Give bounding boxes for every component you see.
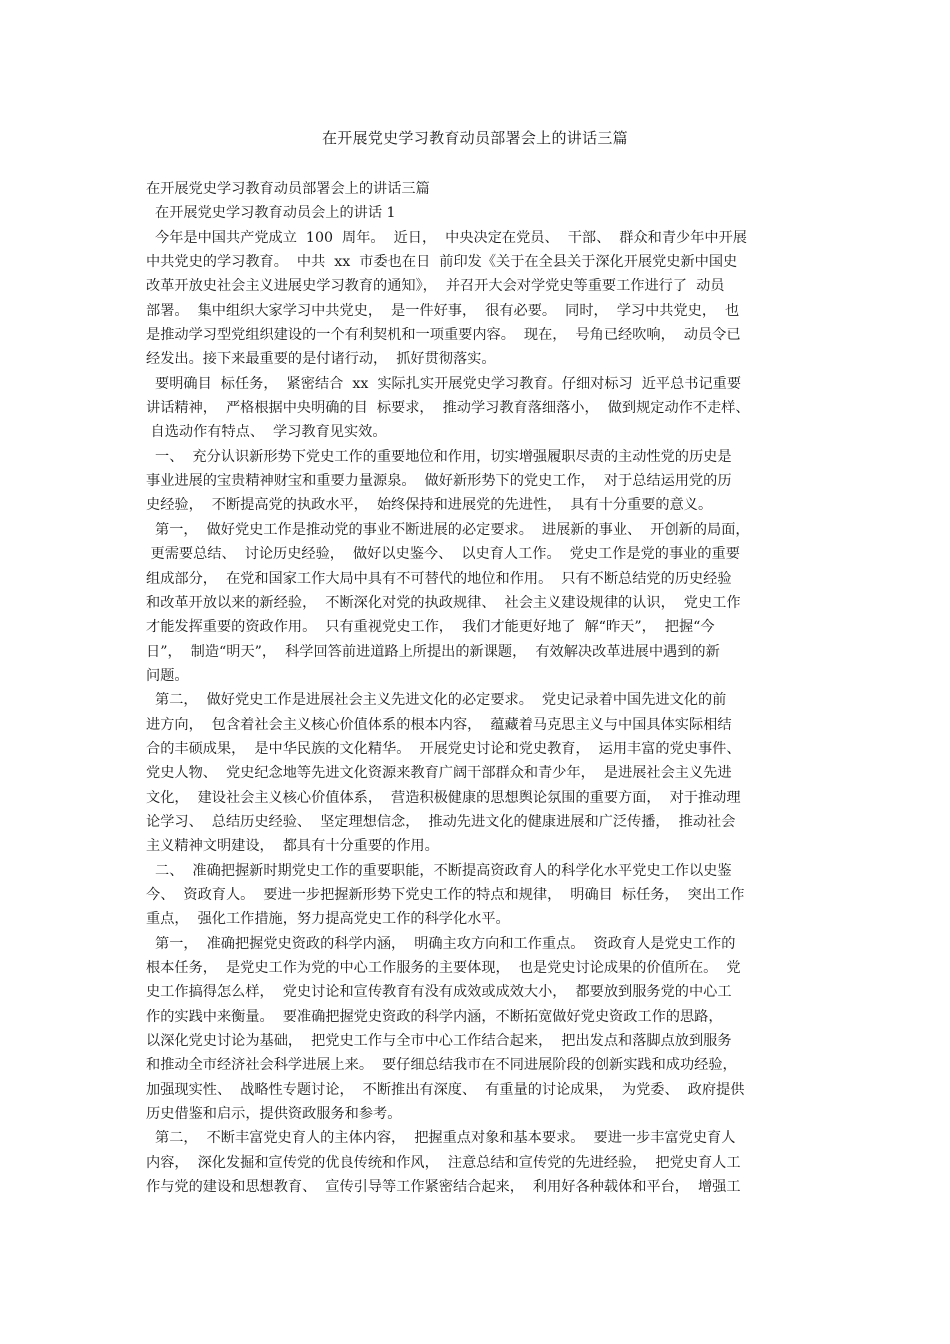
text-line: 以深化党史讨论为基础， 把党史工作与全市中心工作结合起来， 把出发点和落脚点放到服务 [146,1033,732,1050]
text-line: 是推动学习型党组织建设的一个有利契机和一项重要内容。 现在， 号角已经吹响， 动员令已 [146,327,741,344]
text-line: 问题。 [146,667,189,684]
text-line: 自选动作有特点、 学习教育见实效。 [146,424,387,441]
text-line: 作与党的建设和思想教育、 宣传引导等工作紧密结合起来， 利用好各种载体和平台， 增强工 [146,1179,741,1196]
text-line: 才能发挥重要的资政作用。 只有重视党史工作， 我们才能更好地了 解“昨天”， 把握“今 [146,619,715,636]
text-line: 在开展党史学习教育动员部署会上的讲话三篇 [146,181,430,197]
text-line: 党史人物、 党史纪念地等先进文化资源来教育广阔干部群众和青少年， 是进展社会主义先进 [146,765,732,782]
text-line: 事业进展的宝贵精神财宝和重要力量源泉。 做好新形势下的党史工作， 对于总结运用党的历 [146,473,732,490]
text-line: 改革开放史社会主义进展史学习教育的通知》， 并召开大会对学党史等重要工作进行了 动员 [146,278,725,295]
text-line: 和改革开放以来的新经验， 不断深化对党的执政规律、 社会主义建设规律的认识， 党史工作 [146,594,741,611]
text-line: 在开展党史学习教育动员会上的讲话 1 [146,205,396,222]
text-line: 中共党史的学习教育。 中共 xx 市委也在日 前印发《关于在全县关于深化开展党史新中国史 [146,254,738,271]
text-line: 历史借鉴和启示，提供资政服务和参考。 [146,1106,402,1123]
text-line: 合的丰硕成果， 是中华民族的文化精华。 开展党史讨论和党史教育， 运用丰富的党史事件、 [146,740,741,757]
text-line: 主义精神文明建设， 都具有十分重要的作用。 [146,838,439,855]
text-line: 内容， 深化发掘和宣传党的优良传统和作风， 注意总结和宣传党的先进经验， 把党史育人工 [146,1154,741,1171]
text-line: 文化， 建设社会主义核心价值体系， 营造积极健康的思想舆论氛围的重要方面， 对于推动理 [146,789,741,806]
text-line: 进方向， 包含着社会主义核心价值体系的根本内容， 蕴藏着马克思主义与中国具体实际相结 [146,716,732,733]
text-line: 根本任务， 是党史工作为党的中心工作服务的主要体现， 也是党史讨论成果的价值所在。 党 [146,960,741,976]
text-line: 和推动全市经济社会科学进展上来。 要仔细总结我市在不同进展阶段的创新实践和成功经验， [146,1057,737,1074]
text-line: 日”， 制造“明天”， 科学回答前进道路上所提出的新课题， 有效解决改革进展中遇到的新 [146,643,720,660]
text-line: 第一， 做好党史工作是推动党的事业不断进展的必定要求。 进展新的事业、 开创新的局面， [146,521,750,538]
text-line: 第二， 不断丰富党史育人的主体内容， 把握重点对象和基本要求。 要进一步丰富党史育人 [146,1130,736,1147]
text-line: 论学习、 总结历史经验、 坚定理想信念， 推动先进文化的健康进展和广泛传播， 推动社会 [146,813,736,830]
text-line: 组成部分， 在党和国家工作大局中具有不可替代的地位和作用。 只有不断总结党的历史经验 [146,570,732,587]
text-line: 第一， 准确把握党史资政的科学内涵， 明确主攻方向和工作重点。 资政育人是党史工作的 [146,935,736,952]
text-line: 一、 充分认识新形势下党史工作的重要地位和作用，切实增强履职尽责的主动性党的历史是 [146,448,732,465]
text-line: 第二， 做好党史工作是进展社会主义先进文化的必定要求。 党史记录着中国先进文化的前 [146,692,727,709]
document-body [146,177,816,1199]
text-line: 加强现实性、 战略性专题讨论， 不断推出有深度、 有重量的讨论成果， 为党委、 政府提供 [146,1081,745,1098]
text-line: 今、 资政育人。 要进一步把握新形势下党史工作的特点和规律， 明确目 标任务， 突出工作 [146,886,745,903]
text-line: 今年是中国共产党成立 100 周年。 近日， 中央决定在党员、 干部、 群众和青少年中开展 [146,229,747,246]
text-line: 经发出。接下来最重要的是付诸行动， 抓好贯彻落实。 [146,351,496,368]
text-line: 更需要总结、 讨论历史经验， 做好以史鉴今、 以史育人工作。 党史工作是党的事业的重要 [146,546,740,563]
text-line: 史工作搞得怎么样， 党史讨论和宣传教育有没有成效或成效大小， 都要放到服务党的中心工 [146,984,732,1001]
text-line: 讲话精神， 严格根据中央明确的目 标要求， 推动学习教育落细落小， 做到规定动作不走样、 [146,400,750,417]
text-line: 重点， 强化工作措施，努力提高党史工作的科学化水平。 [146,911,510,928]
text-line: 史经验， 不断提高党的执政水平， 始终保持和进展党的先进性， 具有十分重要的意义。 [146,497,713,514]
text-line: 二、 准确把握新时期党史工作的重要职能，不断提高资政育人的科学化水平党史工作以史鉴 [146,862,732,879]
text-line: 作的实践中来衡量。 要准确把握党史资政的科学内涵，不断拓宽做好党史资政工作的思路， [146,1008,723,1025]
text-line: 要明确目 标任务， 紧密结合 xx 实际扎实开展党史学习教育。仔细对标习 近平总书记重要 [146,375,742,392]
text-line: 部署。 集中组织大家学习中共党史， 是一件好事， 很有必要。 同时， 学习中共党史， 也 [146,302,740,319]
document-title: 在开展党史学习教育动员部署会上的讲话三篇 [321,129,628,147]
